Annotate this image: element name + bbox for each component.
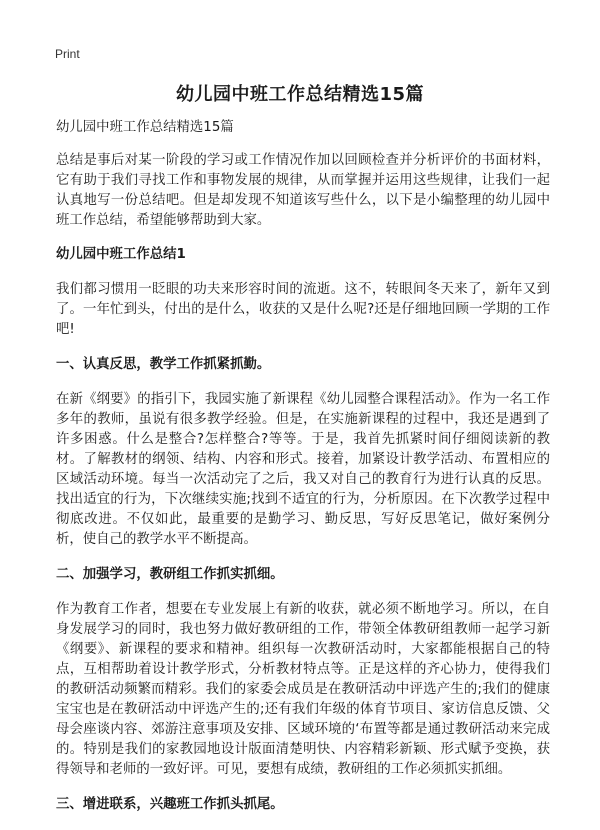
page-title: 幼儿园中班工作总结精选15篇 (175, 84, 425, 105)
paragraph: 在新《纲要》的指引下，我园实施了新课程《幼儿园整合课程活动》。作为一名工作多年的教师，虽说有很多教学经验。但是，在实施新课程的过程中，我还是遇到了许多困惑。什么是整合?怎样整合?等等。于是，我首先抓紧时间仔细阅读新的教材。了解教材的纲领、结构、内容和形式。接着，加紧设计教学活动、布置相应的区域活动环境。每当一次活动完了之后，我又对自己的教育行为进行认真的反思。找出适宜的行为，下次继续实施;找到不适宜的行为，分析原因。在下次教学过程中彻底改进。不仅如此，最重要的是勤学习、勤反思，写好反思笔记，做好案例分析，使自己的教学水平不断提高。 (56, 392, 550, 547)
point-heading: 一、认真反思，教学工作抓紧抓勤。 (56, 357, 271, 372)
paragraph: 作为教育工作者，想要在专业发展上有新的收获，就必须不断地学习。所以，在自身发展学习的同时，我也努力做好教研组的工作，带领全体教研组教师一起学习新《纲要》、新课程的要求和精神。组织每一次教研活动时，大家都能根据自己的特点，互相帮助着设计教学形式，分析教材特点等。正是这样的齐心协力，使得我们的教研活动频繁而精彩。我们的家委会成员是在教研活动中评选产生的;我们的健康宝宝也是在教研活动中评选产生的;还有我们年级的体育节项目、家访信息反馈、父母会座谈内容、郊游注意事项及安排、区域环境的‘布置等都是通过教研活动来完成的。特别是我们的家教园地设计版面清楚明快、内容精彩新颖、形式赋予变换，获得领导和老师的一致好评。可见，要想有成绩，教研组的工作必须抓实抓细。 (56, 602, 550, 777)
intro-paragraph: 总结是事后对某一阶段的学习或工作情况作加以回顾检查并分析评价的书面材料，它有助于我们寻找工作和事物发展的规律，从而掌握并运用这些规律，让我们一起认真地写一份总结吧。但是却发现不知道该写些什么，以下是小编整理的幼儿园中班工作总结，希望能够帮助到大家。 (56, 153, 550, 228)
point-heading: 三、增进联系，兴趣班工作抓头抓尾。 (56, 797, 284, 812)
article-body (56, 118, 550, 830)
paragraph: 我们都习惯用一眨眼的功夫来形容时间的流逝。这不，转眼间冬天来了，新年又到了。一年忙到头，付出的是什么，收获的又是什么呢?还是仔细地回顾一学期的工作吧! (56, 282, 550, 337)
article-subtitle: 幼儿园中班工作总结精选15篇 (56, 120, 234, 135)
section-heading: 幼儿园中班工作总结1 (56, 247, 186, 262)
print-link[interactable]: Print (55, 47, 80, 61)
point-heading: 二、加强学习，教研组工作抓实抓细。 (56, 567, 284, 582)
